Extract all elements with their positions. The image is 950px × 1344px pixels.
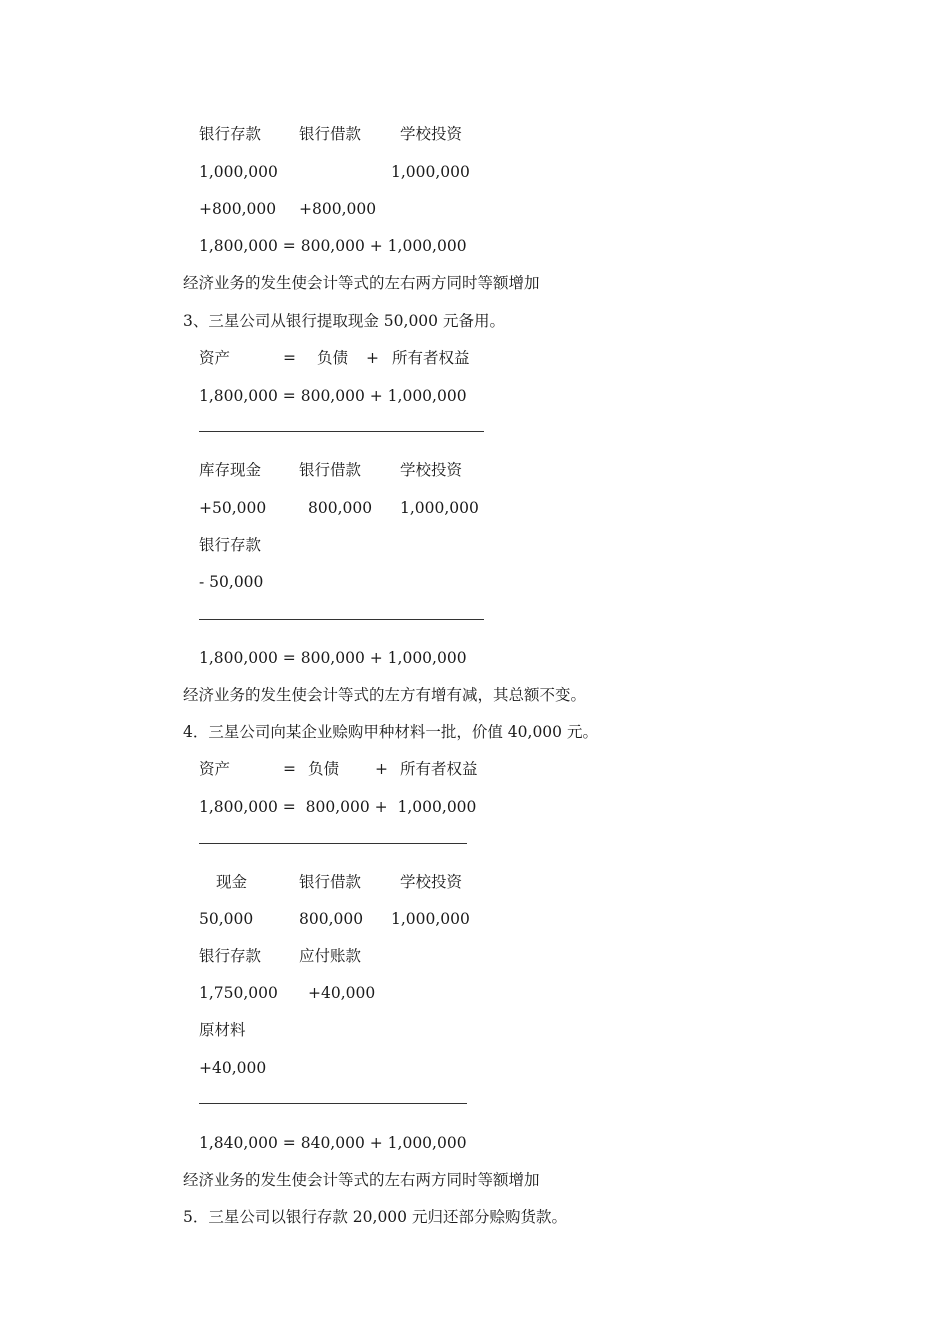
- example3-title: 3、三星公司从银行提取现金 50,000 元备用。: [183, 312, 505, 330]
- example3-conclusion: 经济业务的发生使会计等式的左方有增有减，其总额不变。: [183, 686, 587, 704]
- accounts-payable-change: +40,000: [308, 984, 376, 1002]
- bank-loan-value: 800,000: [299, 910, 364, 928]
- example3-before-equation: 1,800,000 = 800,000 + 1,000,000: [199, 387, 467, 405]
- bank-deposit-label: 银行存款: [199, 947, 262, 965]
- liabilities-label: 负债: [317, 349, 349, 367]
- example4-raw-material-change: +40,000: [199, 1059, 267, 1077]
- example3-divider-bottom: [199, 619, 484, 620]
- col-cash-on-hand: 库存现金: [199, 461, 262, 479]
- owners-equity-label: 所有者权益: [400, 760, 478, 778]
- bank-loan-value: 800,000: [308, 499, 373, 517]
- example3-bank-deposit-change: - 50,000: [199, 573, 264, 591]
- plus-sign: +: [375, 760, 388, 778]
- col-school-investment: 学校投资: [400, 461, 463, 479]
- example4-raw-material-label: 原材料: [199, 1021, 246, 1039]
- col-bank-loan: 银行借款: [299, 873, 362, 891]
- example2-total-equation: 1,800,000 = 800,000 + 1,000,000: [199, 237, 467, 255]
- example4-divider-bottom: [199, 1103, 467, 1104]
- example4-conclusion: 经济业务的发生使会计等式的左右两方同时等额增加: [183, 1171, 540, 1189]
- example2-conclusion: 经济业务的发生使会计等式的左右两方同时等额增加: [183, 274, 540, 292]
- cash-value: 50,000: [199, 910, 254, 928]
- example3-divider-top: [199, 431, 484, 432]
- plus-sign: +: [366, 349, 379, 367]
- equals-sign: =: [283, 760, 296, 778]
- col-bank-loan: 银行借款: [299, 461, 362, 479]
- school-investment-value: 1,000,000: [391, 163, 470, 181]
- school-investment-value: 1,000,000: [391, 910, 470, 928]
- bank-loan-change: +800,000: [299, 200, 377, 218]
- col-school-investment: 学校投资: [400, 125, 463, 143]
- col-school-investment: 学校投资: [400, 873, 463, 891]
- example3-after-equation: 1,800,000 = 800,000 + 1,000,000: [199, 649, 467, 667]
- example4-after-equation: 1,840,000 = 840,000 + 1,000,000: [199, 1134, 467, 1152]
- equals-sign: =: [283, 349, 296, 367]
- bank-deposit-value: 1,750,000: [199, 984, 278, 1002]
- bank-deposit-change: +800,000: [199, 200, 277, 218]
- liabilities-label: 负债: [308, 760, 340, 778]
- bank-deposit-value: 1,000,000: [199, 163, 278, 181]
- accounts-payable-label: 应付账款: [299, 947, 362, 965]
- owners-equity-label: 所有者权益: [392, 349, 470, 367]
- assets-label: 资产: [199, 760, 231, 778]
- example5-title: 5．三星公司以银行存款 20,000 元归还部分赊购货款。: [183, 1208, 567, 1226]
- example4-title: 4．三星公司向某企业赊购甲种材料一批，价值 40,000 元。: [183, 723, 598, 741]
- col-bank-deposit: 银行存款: [199, 125, 262, 143]
- cash-change: +50,000: [199, 499, 267, 517]
- col-bank-loan: 银行借款: [299, 125, 362, 143]
- school-investment-value: 1,000,000: [400, 499, 479, 517]
- assets-label: 资产: [199, 349, 231, 367]
- example4-before-equation: 1,800,000 = 800,000 + 1,000,000: [199, 798, 477, 816]
- example4-divider-top: [199, 843, 467, 844]
- col-cash: 现金: [216, 873, 248, 891]
- example3-bank-deposit-label: 银行存款: [199, 536, 262, 554]
